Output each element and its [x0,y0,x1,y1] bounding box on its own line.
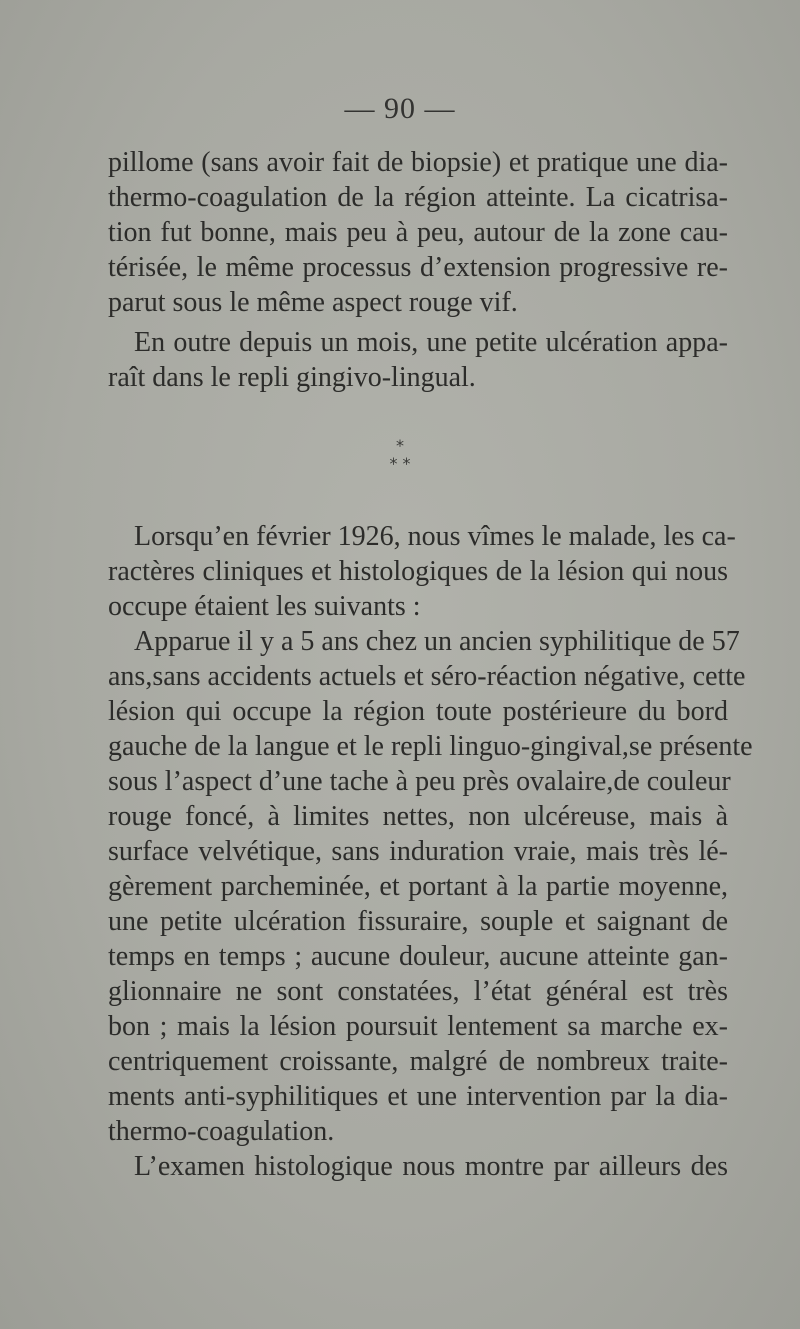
text-line: tion fut bonne, mais peu à peu, autour de la zone cau- [108,217,728,248]
text-line: térisée, le même processus d’extension progressive re- [108,252,728,283]
text-line: surface velvétique, sans induration vraie, mais très lé- [108,836,728,867]
text-line: gèrement parcheminée, et portant à la partie moyenne, [108,871,728,902]
text-line: ractères cliniques et histologiques de la lésion qui nous [108,556,728,587]
text-line: bon ; mais la lésion poursuit lentement sa marche ex- [108,1011,728,1042]
text-line: glionnaire ne sont constatées, l’état général est très [108,976,728,1007]
text-line: L’examen histologique nous montre par ailleurs des [134,1151,728,1182]
text-line: thermo-coagulation de la région atteinte. La cicatrisa- [108,182,728,213]
text-line: parut sous le même aspect rouge vif. [108,287,518,318]
text-line: rouge foncé, à limites nettes, non ulcéreuse, mais à [108,801,728,832]
paragraph-4 [108,624,753,1149]
text-line: occupe étaient les suivants : [108,591,421,622]
text-line: centriquement croissante, malgré de nombreux traite- [108,1046,728,1077]
text-line: raît dans le repli gingivo-lingual. [108,362,476,393]
text-line: lésion qui occupe la région toute postérieure du bord [108,696,728,727]
paragraph-2 [108,325,728,395]
asterism-top: * [396,436,404,455]
text-line: une petite ulcération fissuraire, souple et saignant de [108,906,728,937]
text-line: thermo-coagulation. [108,1116,335,1147]
paragraph-3 [108,519,736,624]
asterism-bottom: * * [389,454,411,473]
text-line: Lorsqu’en février 1926, nous vîmes le malade, les ca- [134,521,736,552]
text-line: temps en temps ; aucune douleur, aucune atteinte gan- [108,941,728,972]
text-line: ments anti-syphilitiques et une intervention par la dia- [108,1081,728,1112]
paragraph-1 [108,145,728,320]
text-line: ans,sans accidents actuels et séro-réaction négative, cette [108,661,746,692]
text-line: pillome (sans avoir fait de biopsie) et pratique une dia- [108,147,728,178]
paragraph-5 [108,1149,728,1184]
text-line: sous l’aspect d’une tache à peu près ovalaire,de couleur [108,766,731,797]
text-line: En outre depuis un mois, une petite ulcération appa- [134,327,728,358]
text-line: Apparue il y a 5 ans chez un ancien syphilitique de 57 [134,626,740,657]
text-line: gauche de la langue et le repli linguo-gingival,se présente [108,731,753,762]
page-number: — 90 — [344,92,456,125]
